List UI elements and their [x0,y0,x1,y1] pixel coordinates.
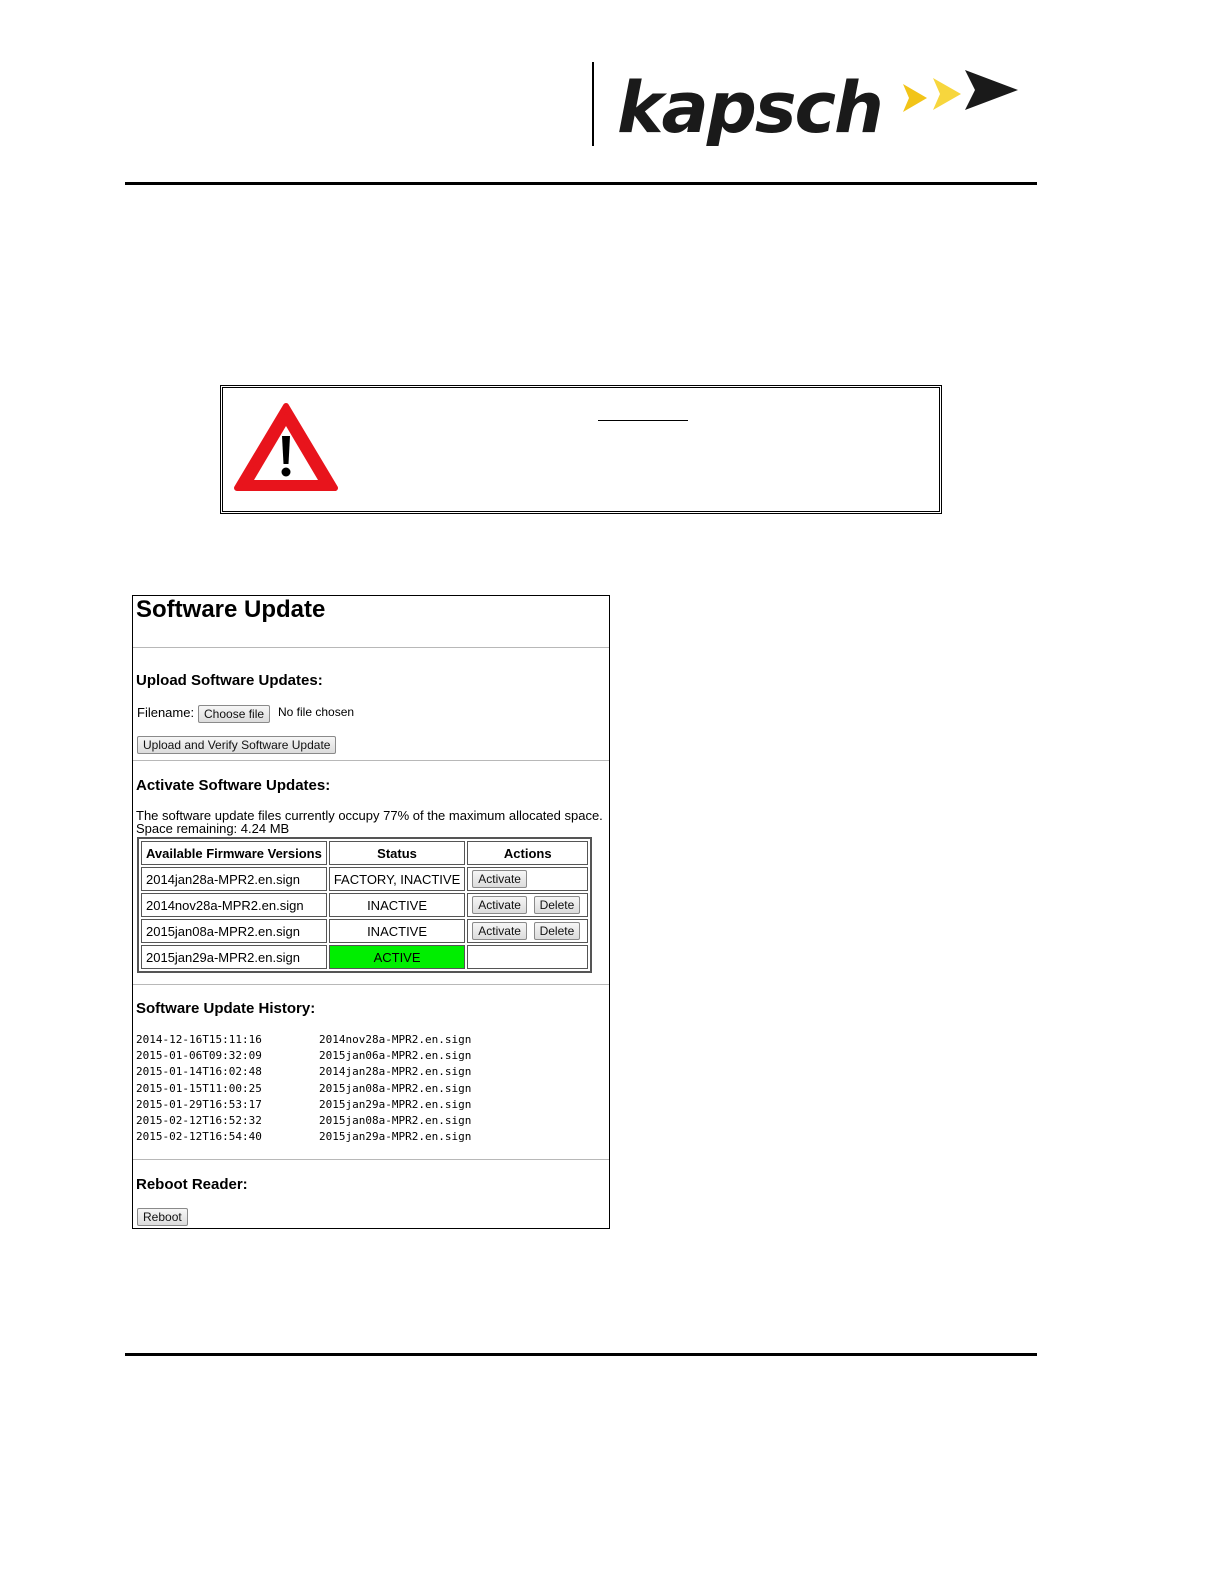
logo-chevrons-icon [903,70,1018,112]
firmware-status: INACTIVE [329,893,465,917]
firmware-version: 2014jan28a-MPR2.en.sign [141,867,327,891]
filename-label: Filename: [137,705,195,720]
firmware-actions [467,893,588,917]
header-rule [125,182,1037,185]
history-timestamp: 2015-01-29T16:53:17 [136,1097,262,1111]
column-header-actions: Actions [467,841,588,865]
kapsch-logo [615,62,1025,146]
software-update-panel [132,595,610,1229]
column-header-version: Available Firmware Versions [141,841,327,865]
firmware-actions [467,919,588,943]
activate-heading: Activate Software Updates: [136,777,331,794]
history-entry [136,1097,471,1113]
firmware-status: FACTORY, INACTIVE [329,867,465,891]
firmware-actions [467,945,588,969]
section-divider [133,647,609,648]
reboot-heading: Reboot Reader: [136,1176,248,1193]
warning-box [220,385,942,514]
footer-rule [125,1353,1037,1356]
history-list [136,1032,471,1145]
history-file: 2015jan06a-MPR2.en.sign [319,1049,472,1063]
delete-button[interactable]: Delete [534,922,581,940]
firmware-version: 2015jan08a-MPR2.en.sign [141,919,327,943]
history-timestamp: 2015-02-12T16:54:40 [136,1130,262,1144]
history-file: 2015jan08a-MPR2.en.sign [319,1114,472,1128]
history-timestamp: 2015-01-06T09:32:09 [136,1049,262,1063]
table-row [141,945,588,969]
table-row [141,919,588,943]
history-timestamp: 2015-02-12T16:52:32 [136,1114,262,1128]
table-row [141,867,588,891]
warning-triangle-icon [233,402,339,494]
chevron-3 [965,70,1018,110]
reboot-button[interactable]: Reboot [137,1208,188,1226]
chevron-1 [903,84,927,112]
firmware-table [137,837,592,973]
activate-button[interactable]: Activate [472,896,527,914]
history-entry [136,1048,471,1064]
page-title: Software Update [136,596,326,623]
file-status: No file chosen [278,705,355,719]
history-entry [136,1129,471,1145]
section-divider [133,760,609,761]
firmware-status: INACTIVE [329,919,465,943]
history-heading: Software Update History: [136,1000,316,1017]
delete-button[interactable]: Delete [534,896,581,914]
history-file: 2015jan29a-MPR2.en.sign [319,1130,472,1144]
history-timestamp: 2015-01-15T11:00:25 [136,1081,262,1095]
history-file: 2015jan29a-MPR2.en.sign [319,1097,472,1111]
upload-heading: Upload Software Updates: [136,672,323,689]
history-entry [136,1064,471,1080]
firmware-version: 2014nov28a-MPR2.en.sign [141,893,327,917]
space-remaining: Space remaining: 4.24 MB [136,821,290,836]
history-entry [136,1081,471,1097]
usage-text: The software update files currently occupy 77% of the maximum allocated space. [136,808,603,823]
activate-button[interactable]: Activate [472,922,527,940]
table-header-row [141,841,588,865]
section-divider [133,984,609,985]
history-entry [136,1113,471,1129]
upload-verify-button[interactable]: Upload and Verify Software Update [137,736,336,754]
table-row [141,893,588,917]
section-divider [133,1159,609,1160]
firmware-actions [467,867,588,891]
firmware-status-active: ACTIVE [329,945,465,969]
history-timestamp: 2014-12-16T15:11:16 [136,1033,262,1046]
logo-wordmark: kapsch [617,67,882,146]
chevron-2 [933,78,961,110]
warning-title-underline [598,420,688,421]
history-timestamp: 2015-01-14T16:02:48 [136,1065,262,1079]
history-entry [136,1032,471,1048]
history-file: 2014jan28a-MPR2.en.sign [319,1065,472,1079]
history-file: 2014nov28a-MPR2.en.sign [319,1033,472,1046]
history-file: 2015jan08a-MPR2.en.sign [319,1081,472,1095]
activate-button[interactable]: Activate [472,870,527,888]
logo-divider [592,62,594,146]
column-header-status: Status [329,841,465,865]
firmware-version: 2015jan29a-MPR2.en.sign [141,945,327,969]
choose-file-button[interactable]: Choose file [198,705,270,723]
